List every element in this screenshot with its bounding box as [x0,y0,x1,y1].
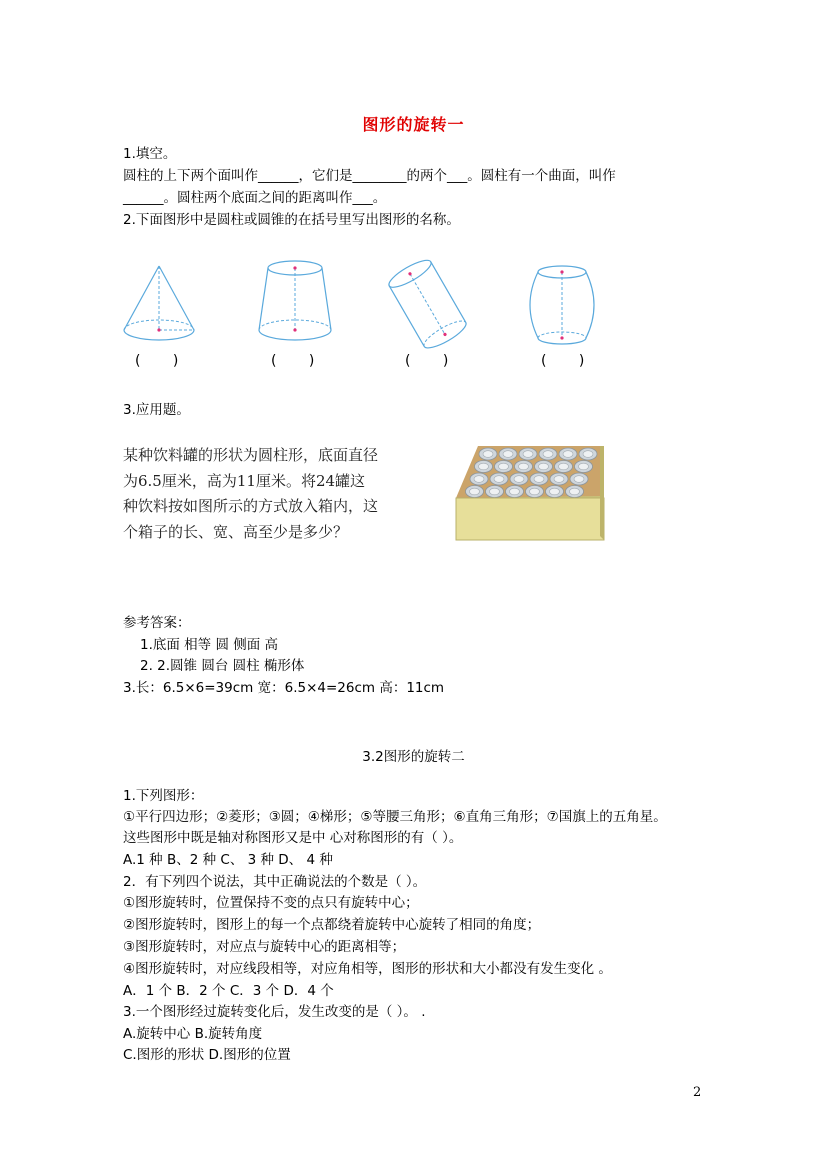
can-lid [543,451,553,458]
can-lid [530,488,540,495]
barrel-figure [524,260,604,350]
can-lid [559,463,569,470]
can-lid [523,451,533,458]
can-lid [570,488,580,495]
can-lid [514,476,524,483]
cone-figure [118,258,202,348]
can-lid [534,476,544,483]
can-lid [554,476,564,483]
can-lid [579,463,589,470]
s2-q2-statement-1: ①图形旋转时，位置保持不变的点只有旋转中心； [123,895,419,911]
answer-2: 2. 2.圆锥 圆台 圆柱 椭形体 [140,658,305,674]
q3-head: 3.应用题。 [123,402,190,418]
can-lid [539,463,549,470]
problem-line: 某种饮料罐的形状为圆柱形，底面直径 [123,446,379,464]
s2-q3-head: 3.一个图形经过旋转变化后，发生改变的是（ ）。 . [123,1004,426,1020]
page-number: 2 [693,1085,702,1100]
s2-q3-options-row-2: C.图形的形状 D.图形的位置 [123,1047,291,1063]
can-lid [490,488,500,495]
can-lid [563,451,573,458]
s2-q2-options: A．1 个 B．2 个 C．3 个 D．4 个 [123,983,334,999]
can-lid [583,451,593,458]
answer-paren-4: ( ) [541,353,599,369]
word-problem [123,443,443,545]
problem-line: 为6.5厘米，高为11厘米。将24罐这 [123,471,366,490]
answers-head: 参考答案： [123,615,191,631]
answer-paren-2: ( ) [271,353,329,369]
q1-line2: ______。圆柱两个底面之间的距离叫作___。 [123,190,387,206]
s2-q1-head: 1.下列图形： [123,788,204,804]
s2-q1-items: ①平行四边形；②菱形；③圆；④梯形；⑤等腰三角形；⑥直角三角形；⑦国旗上的五角星。 [123,809,667,825]
can-lid [519,463,529,470]
answer-paren-1: ( ) [135,353,193,369]
can-lid [470,488,480,495]
answer-paren-3: ( ) [405,353,463,369]
can-lid [494,476,504,483]
box-of-cans-illustration [452,440,608,546]
answer-3: 3.长：6.5×6=39cm 宽：6.5×4=26cm 高：11cm [123,680,445,696]
s2-q2-statement-2: ②图形旋转时，图形上的每一个点都绕着旋转中心旋转了相同的角度； [123,917,541,933]
s2-q2-statement-3: ③图形旋转时，对应点与旋转中心的距离相等； [123,939,406,955]
problem-line: 种饮料按如图所示的方式放入箱内，这 [123,497,379,515]
s2-q3-options-row-1: A.旋转中心 B.旋转角度 [123,1026,263,1042]
can-lid [483,451,493,458]
can-lid [499,463,509,470]
can-lid [474,476,484,483]
q2-head: 2.下面图形中是圆柱或圆锥的在括号里写出图形的名称。 [123,212,460,228]
can-lid [479,463,489,470]
s2-q2-head: 2．有下列四个说法，其中正确说法的个数是（ ）。 [123,874,427,890]
problem-line: 个箱子的长、宽、高至少是多少？ [123,522,349,541]
s2-q2-statement-4: ④图形旋转时，对应线段相等，对应角相等，图形的形状和大小都没有发生变化 。 [123,961,612,977]
answer-1: 1.底面 相等 圆 侧面 高 [140,637,279,653]
s2-q1-options: A.1 种 B、2 种 C、 3 种 D、 4 种 [123,852,333,868]
section-2-title: 3.2图形的旋转二 [362,749,465,765]
can-lid [510,488,520,495]
can-lid [503,451,513,458]
can-lid [574,476,584,483]
frustum-figure [255,258,335,348]
q1-head: 1.填空。 [123,146,177,162]
tilted-cylinder-figure [382,255,474,355]
s2-q1-ask: 这些图形中既是轴对称图形又是中 心对称图形的有（ ）。 [123,830,463,846]
can-lid [550,488,560,495]
q1-line1: 圆柱的上下两个面叫作______，它们是________的两个___。圆柱有一个曲面，叫作 [123,168,616,184]
page-title: 图形的旋转一 [362,115,465,134]
